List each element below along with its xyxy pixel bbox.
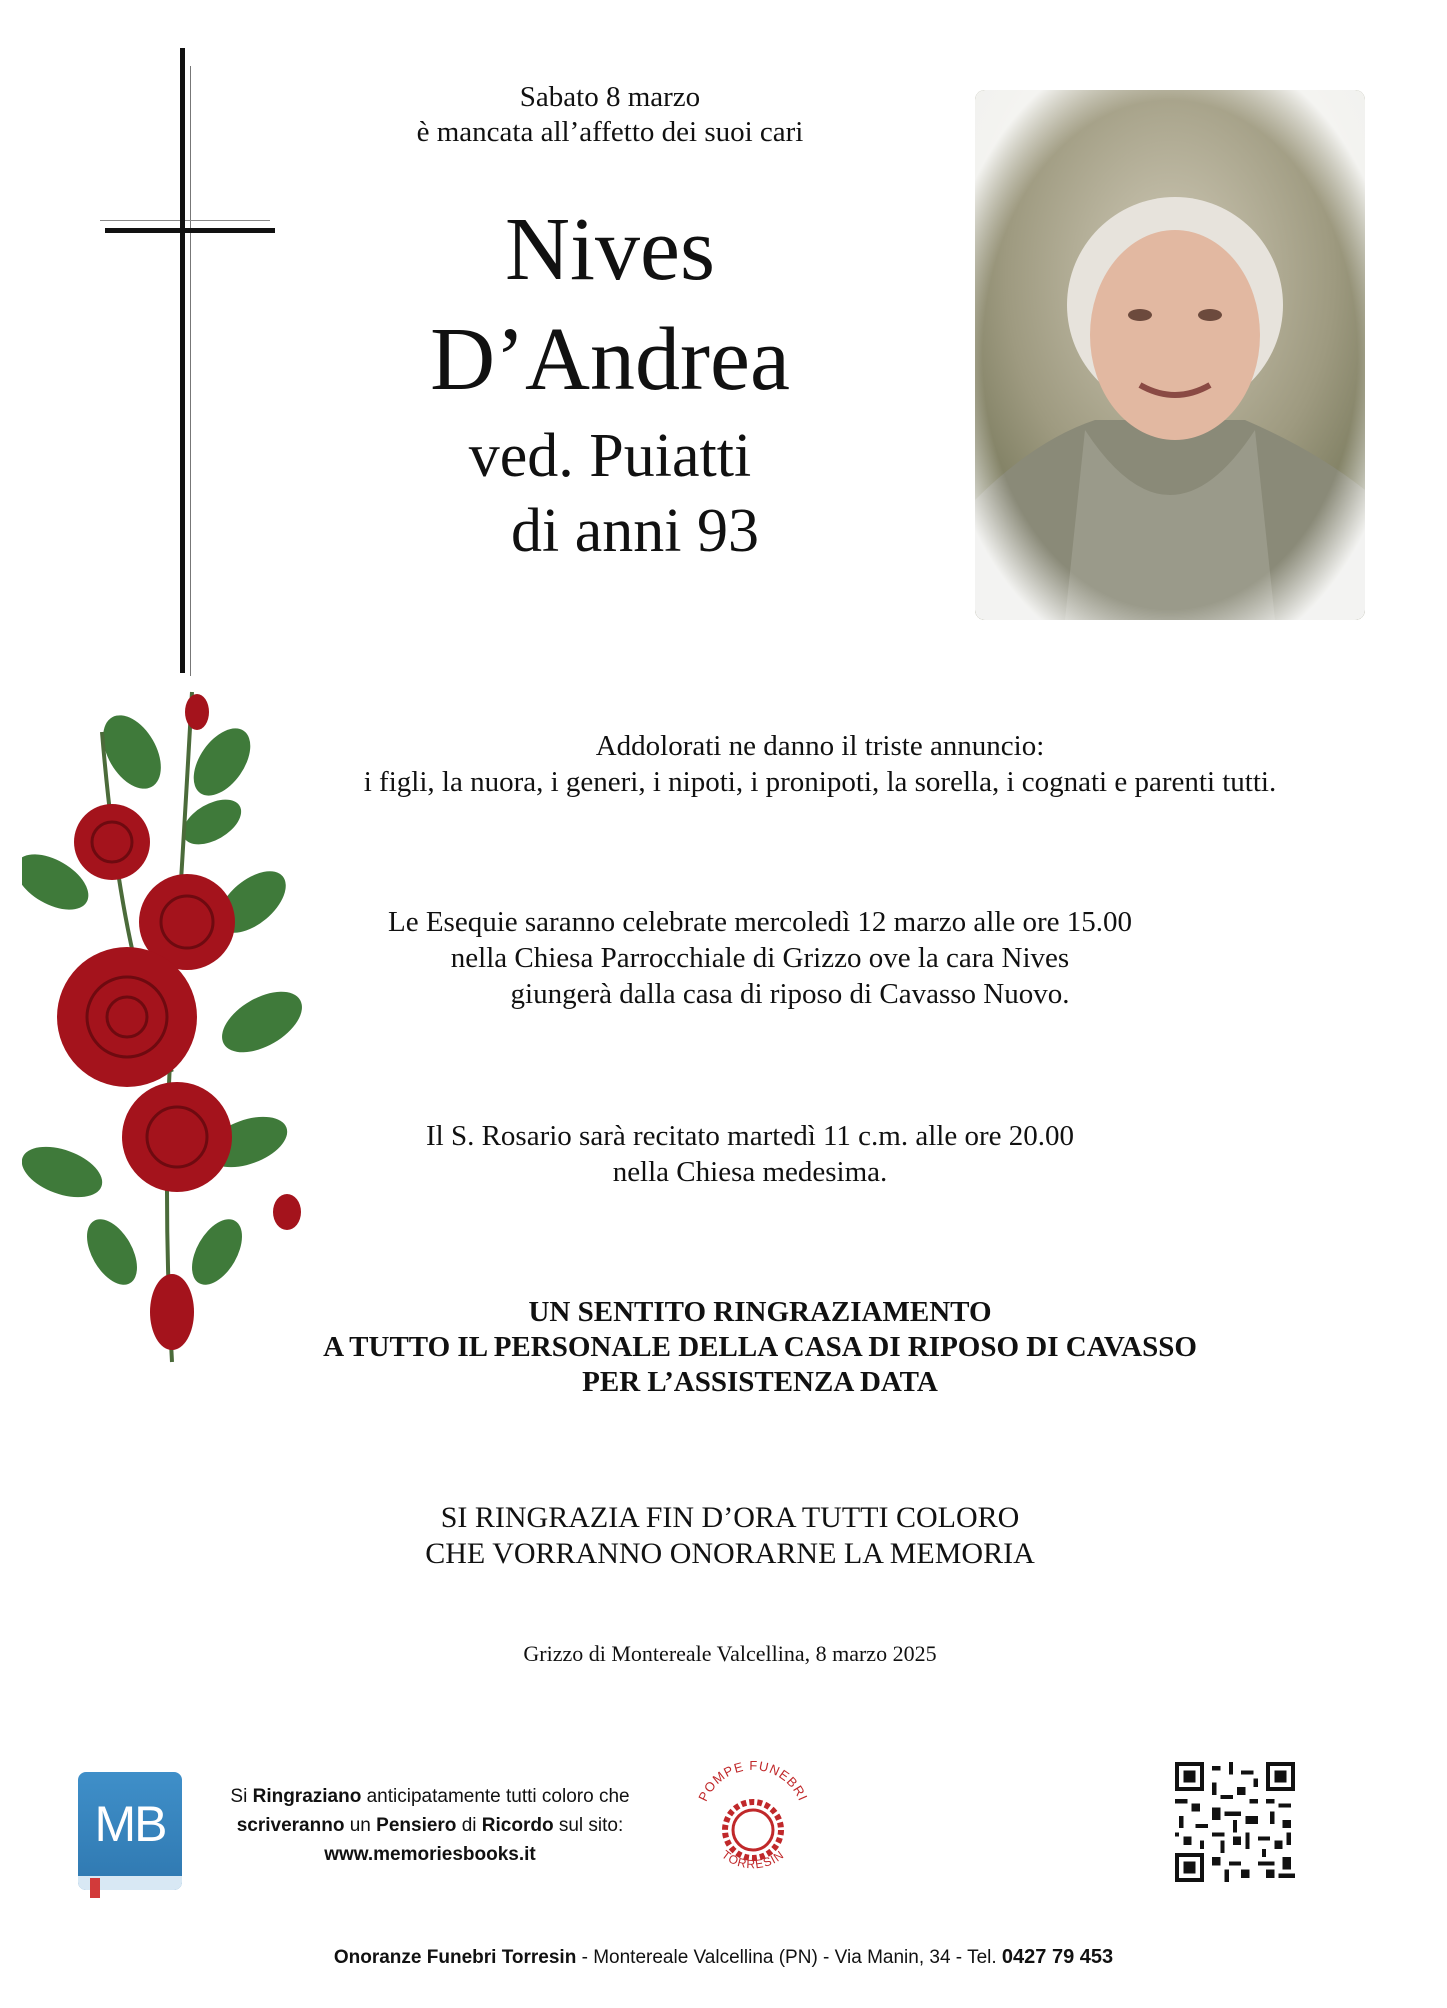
- mb-t9: sul sito:: [553, 1815, 624, 1836]
- thanks-line3: PER L’ASSISTENZA DATA: [582, 1366, 938, 1398]
- funeral-line3: giungerà dalla casa di riposo di Cavasso Nuovo.: [510, 978, 1070, 1010]
- announcement-line2: i figli, la nuora, i generi, i nipoti, i pronipoti, la sorella, i cognati e parenti tutti.: [363, 766, 1277, 798]
- mb-t5: un: [344, 1815, 377, 1836]
- svg-text:POMPE FUNEBRI: [695, 1758, 811, 1804]
- footer-sep2: -: [817, 1947, 835, 1968]
- cross-horizontal: [105, 228, 275, 233]
- intro: [330, 80, 890, 150]
- mb-t1: Si: [230, 1786, 253, 1807]
- mb-t8: Ricordo: [481, 1815, 554, 1836]
- funeral-info: [310, 904, 1210, 1012]
- cross-vertical: [180, 48, 185, 673]
- thanks-memory-line2: CHE VORRANNO ONORARNE LA MEMORIA: [425, 1537, 1035, 1570]
- footer-phone[interactable]: 0427 79 453: [1001, 1946, 1114, 1968]
- thanks-line2: A TUTTO IL PERSONALE DELLA CASA DI RIPOSO DI CAVASSO: [323, 1331, 1197, 1363]
- deceased-last-name: D’Andrea: [430, 310, 790, 409]
- deceased-age: di anni 93: [511, 497, 759, 565]
- thanks-staff: [190, 1295, 1330, 1400]
- thanks-memory: [280, 1500, 1180, 1572]
- memoriesbooks-line2: [220, 1811, 640, 1840]
- mb-t2: Ringraziano: [252, 1786, 362, 1807]
- memoriesbooks-logo-text: MB: [94, 1796, 166, 1852]
- memoriesbooks-url[interactable]: [220, 1840, 640, 1869]
- mb-url[interactable]: www.memoriesbooks.it: [324, 1844, 536, 1865]
- pompe-funebri-logo: [688, 1742, 818, 1892]
- footer-company: Onoranze Funebri Torresin: [333, 1947, 577, 1968]
- footer-sep3: -: [950, 1947, 968, 1968]
- funeral-line2: nella Chiesa Parrocchiale di Grizzo ove la cara Nives: [450, 942, 1070, 974]
- pf-top-text: POMPE FUNEBRI: [695, 1757, 811, 1804]
- announcement: [240, 728, 1400, 800]
- book-ribbon: [90, 1878, 100, 1898]
- mb-t7: di: [456, 1815, 482, 1836]
- rosary-line1: Il S. Rosario sarà recitato martedì 11 c.m. alle ore 20.00: [426, 1120, 1074, 1152]
- thanks-memory-line1: SI RINGRAZIA FIN D’ORA TUTTI COLORO: [440, 1501, 1020, 1534]
- memoriesbooks-logo[interactable]: [78, 1772, 182, 1890]
- funeral-line1: Le Esequie saranno celebrate mercoledì 12 marzo alle ore 15.00: [388, 906, 1132, 938]
- cross-shadow-vertical: [190, 66, 191, 676]
- intro-date: Sabato 8 marzo: [519, 81, 701, 113]
- footer: [200, 1944, 1247, 1971]
- portrait-photo: [975, 90, 1365, 620]
- announcement-line1: Addolorati ne danno il triste annuncio:: [595, 730, 1045, 762]
- footer-location: Montereale Valcellina (PN): [593, 1947, 818, 1968]
- pf-bottom-text: TORRESIN: [719, 1847, 787, 1872]
- mb-t4: scriveranno: [236, 1815, 345, 1836]
- qr-code[interactable]: [1175, 1762, 1295, 1882]
- intro-text: è mancata all’affetto dei suoi cari: [416, 116, 804, 148]
- mb-t3: anticipatamente tutti coloro che: [361, 1786, 630, 1807]
- rosary-info: [310, 1118, 1190, 1190]
- footer-tel-label: Tel.: [967, 1947, 1002, 1968]
- mb-t6: Pensiero: [376, 1815, 457, 1836]
- cross-shadow-horizontal: [100, 220, 270, 221]
- widow-of: ved. Puiatti: [468, 422, 752, 490]
- memoriesbooks-line1: [220, 1782, 640, 1811]
- portrait-illustration: [975, 90, 1365, 620]
- deceased-first-name: Nives: [505, 200, 715, 299]
- footer-sep1: -: [576, 1947, 594, 1968]
- footer-address: Via Manin, 34: [834, 1947, 951, 1968]
- place-date: Grizzo di Montereale Valcellina, 8 marzo 2025: [523, 1641, 937, 1666]
- rosary-line2: nella Chiesa medesima.: [612, 1156, 888, 1188]
- memoriesbooks-text: [220, 1782, 640, 1869]
- thanks-line1: UN SENTITO RINGRAZIAMENTO: [528, 1296, 992, 1328]
